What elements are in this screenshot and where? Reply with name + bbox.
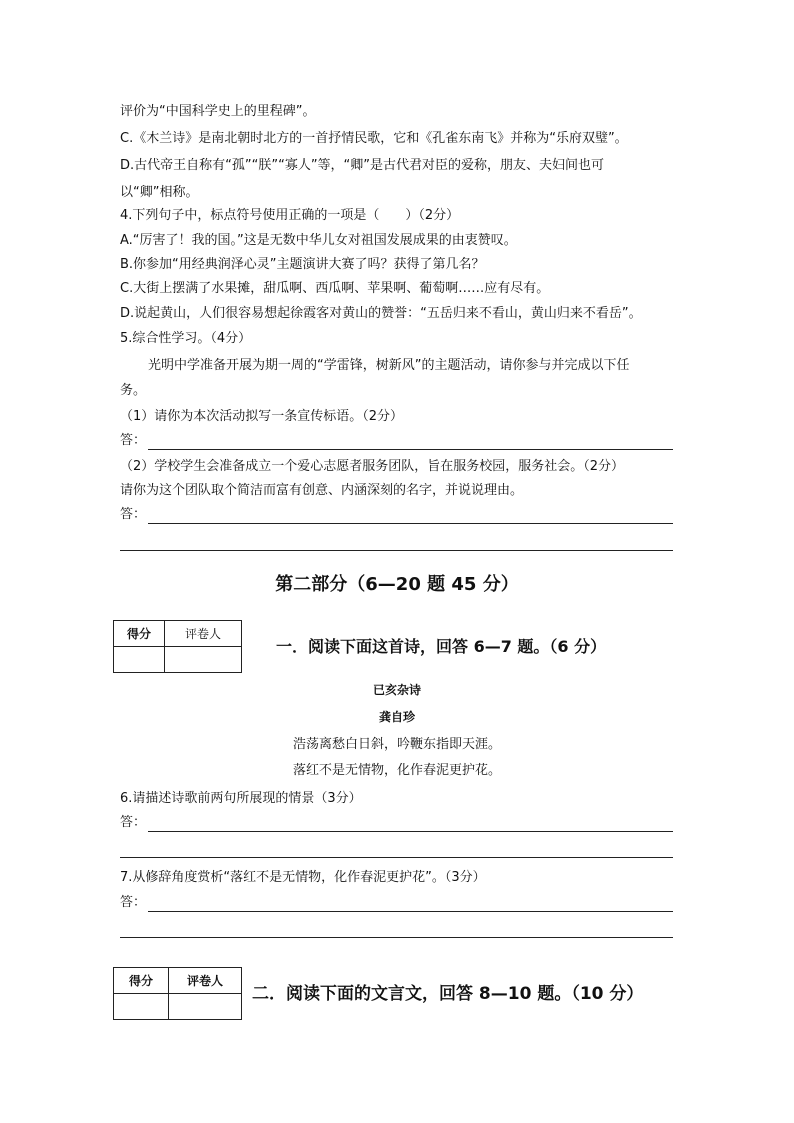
answer-line-extra[interactable] (120, 937, 673, 938)
q5-sub1-answer-row[interactable] (120, 432, 673, 450)
grader-cell[interactable] (165, 647, 242, 673)
q5-intro-line1: 光明中学准备开展为期一周的“学雷锋，树新风”的主题活动，请你参与并完成以下任 (148, 358, 630, 373)
grader-cell[interactable] (169, 994, 242, 1020)
grader-header: 评卷人 (169, 968, 242, 994)
q7-stem: 7.从修辞角度赏析“落红不是无情物，化作春泥更护花”。（3分） (120, 870, 486, 885)
score-cell[interactable] (114, 647, 165, 673)
option-d-line2: 以“卿”相称。 (120, 185, 199, 200)
q6-answer-row[interactable] (120, 814, 673, 832)
poem-author: 龚自珍 (378, 710, 415, 724)
answer-label: 答： (120, 433, 147, 448)
q5-sub2-line1: （2）学校学生会准备成立一个爱心志愿者服务团队，旨在服务校园，服务社会。（2分） (120, 459, 625, 474)
score-header: 得分 (114, 621, 165, 647)
answer-line-extra[interactable] (120, 550, 673, 551)
answer-line[interactable] (148, 449, 673, 450)
answer-line-extra[interactable] (120, 857, 673, 858)
answer-line[interactable] (148, 523, 673, 524)
q5-sub2-answer-row[interactable] (120, 506, 673, 524)
q4-option-b: B.你参加“用经典润泽心灵”主题演讲大赛了吗？获得了第几名？ (120, 257, 485, 272)
answer-label: 答： (120, 895, 147, 910)
option-d-line1: D.古代帝王自称有“孤”“朕”“寡人”等，“卿”是古代君对臣的爱称，朋友、夫妇间也可 (120, 158, 605, 173)
score-header: 得分 (114, 968, 169, 994)
q5-sub2-line2: 请你为这个团队取个简洁而富有创意、内涵深刻的名字，并说说理由。 (120, 483, 524, 498)
score-table-1 (113, 620, 242, 673)
answer-line[interactable] (148, 831, 673, 832)
answer-label: 答： (120, 815, 147, 830)
q5-stem: 5.综合性学习。（4分） (120, 331, 252, 346)
q4-option-c: C.大街上摆满了水果摊，甜瓜啊、西瓜啊、苹果啊、葡萄啊……应有尽有。 (120, 281, 550, 296)
q5-intro-line2: 务。 (120, 383, 147, 398)
q6-stem: 6.请描述诗歌前两句所展现的情景（3分） (120, 791, 362, 806)
answer-line[interactable] (148, 911, 673, 912)
score-cell[interactable] (114, 994, 169, 1020)
section-two-title: 二．阅读下面的文言文，回答 8—10 题。（10 分） (252, 984, 644, 1004)
score-table-2 (113, 967, 242, 1020)
option-b-continued: 评价为“中国科学史上的里程碑”。 (120, 104, 316, 119)
section-one-title: 一．阅读下面这首诗，回答 6—7 题。（6 分） (276, 637, 607, 656)
poem-title: 已亥杂诗 (372, 683, 421, 697)
q4-option-d: D.说起黄山，人们很容易想起徐霞客对黄山的赞誉：“五岳归来不看山，黄山归来不看岳”。 (120, 306, 642, 321)
q4-stem: 4.下列句子中，标点符号使用正确的一项是（ ）（2分） (120, 208, 460, 223)
grader-header: 评卷人 (165, 621, 242, 647)
option-c: C.《木兰诗》是南北朝时北方的一首抒情民歌，它和《孔雀东南飞》并称为“乐府双璧”。 (120, 131, 628, 146)
q4-option-a: A.“厉害了！我的国。”这是无数中华儿女对祖国发展成果的由衷赞叹。 (120, 233, 517, 248)
q5-sub1: （1）请你为本次活动拟写一条宣传标语。（2分） (120, 409, 404, 424)
answer-label: 答： (120, 507, 147, 522)
q7-answer-row[interactable] (120, 894, 673, 912)
poem-line-2: 落红不是无情物，化作春泥更护花。 (292, 763, 501, 778)
poem-line-1: 浩荡离愁白日斜，吟鞭东指即天涯。 (292, 737, 501, 752)
part-two-title: 第二部分（6—20 题 45 分） (275, 574, 519, 595)
